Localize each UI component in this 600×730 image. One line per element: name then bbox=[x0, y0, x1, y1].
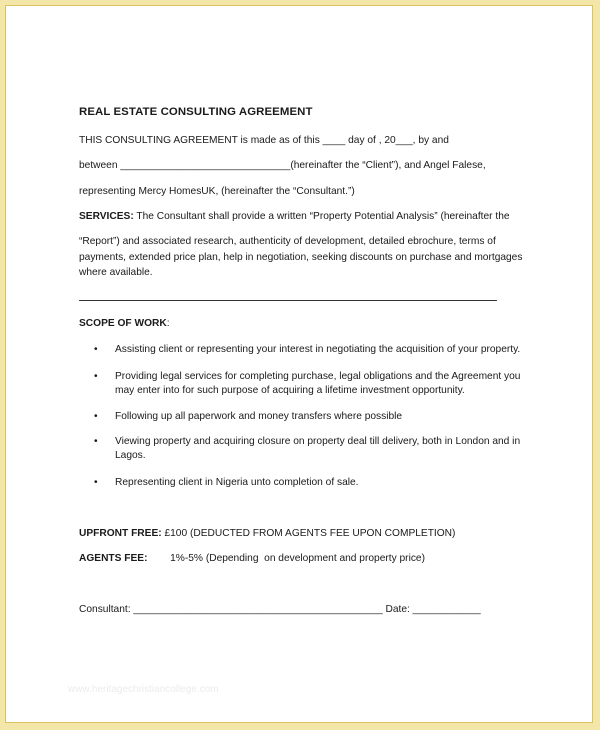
bullet: • bbox=[94, 477, 98, 488]
list-item-text: Representing client in Nigeria unto completion of sale. bbox=[115, 477, 359, 488]
intro-line-2: between ______________________________(hereinafter the “Client”), and Angel Falese, bbox=[79, 160, 486, 171]
services-line-3: payments, extended price plan, help in negotiation, seeking discounts on purchase and mortgages bbox=[79, 252, 523, 263]
upfront-value: £100 (DEDUCTED FROM AGENTS FEE UPON COMPLETION) bbox=[161, 528, 456, 539]
bullet: • bbox=[94, 436, 98, 447]
agents-fee-line bbox=[79, 552, 425, 565]
intro-line-3: representing Mercy HomesUK, (hereinafter the “Consultant.”) bbox=[79, 186, 355, 197]
list-item-text: Assisting client or representing your interest in negotiating the acquisition of your property. bbox=[115, 344, 521, 355]
intro-line-1: THIS CONSULTING AGREEMENT is made as of this ____ day of , 20___, by and bbox=[79, 135, 449, 146]
document-page bbox=[5, 5, 593, 723]
signature-line: Consultant: ____________________________________________ Date: ____________ bbox=[79, 604, 481, 615]
agents-value: 1%-5% (Depending on development and property price) bbox=[147, 553, 425, 564]
services-line-2: “Report”) and associated research, authenticity of development, detailed ebrochure, terms of bbox=[79, 236, 496, 247]
section-divider bbox=[79, 300, 497, 301]
scope-colon: : bbox=[166, 318, 170, 329]
document-title: REAL ESTATE CONSULTING AGREEMENT bbox=[79, 106, 313, 118]
list-item-text: Following up all paperwork and money transfers where possible bbox=[115, 411, 403, 422]
upfront-label: UPFRONT FREE: bbox=[79, 528, 162, 539]
scope-heading bbox=[79, 317, 170, 330]
scope-label: SCOPE OF WORK bbox=[79, 318, 167, 329]
services-line-1 bbox=[79, 210, 510, 223]
services-text-1: The Consultant shall provide a written “Property Potential Analysis” (hereinafter the bbox=[133, 211, 510, 222]
upfront-fee-line bbox=[79, 527, 455, 540]
bullet: • bbox=[94, 344, 98, 355]
bullet: • bbox=[94, 411, 98, 422]
agreement-document bbox=[6, 6, 592, 722]
list-item-text: Viewing property and acquiring closure on property deal till delivery, both in London and in Lagos. bbox=[115, 436, 521, 461]
agents-label: AGENTS FEE: bbox=[79, 553, 148, 564]
services-label: SERVICES: bbox=[79, 211, 134, 222]
watermark: www.heritagechristiancollege.com bbox=[68, 684, 219, 695]
bullet: • bbox=[94, 371, 98, 382]
list-item-text: Providing legal services for completing purchase, legal obligations and the Agreement you may enter into for such purpose of acquiring a lifetime investment opportunity. bbox=[115, 371, 521, 396]
services-line-4: where available. bbox=[79, 267, 153, 278]
